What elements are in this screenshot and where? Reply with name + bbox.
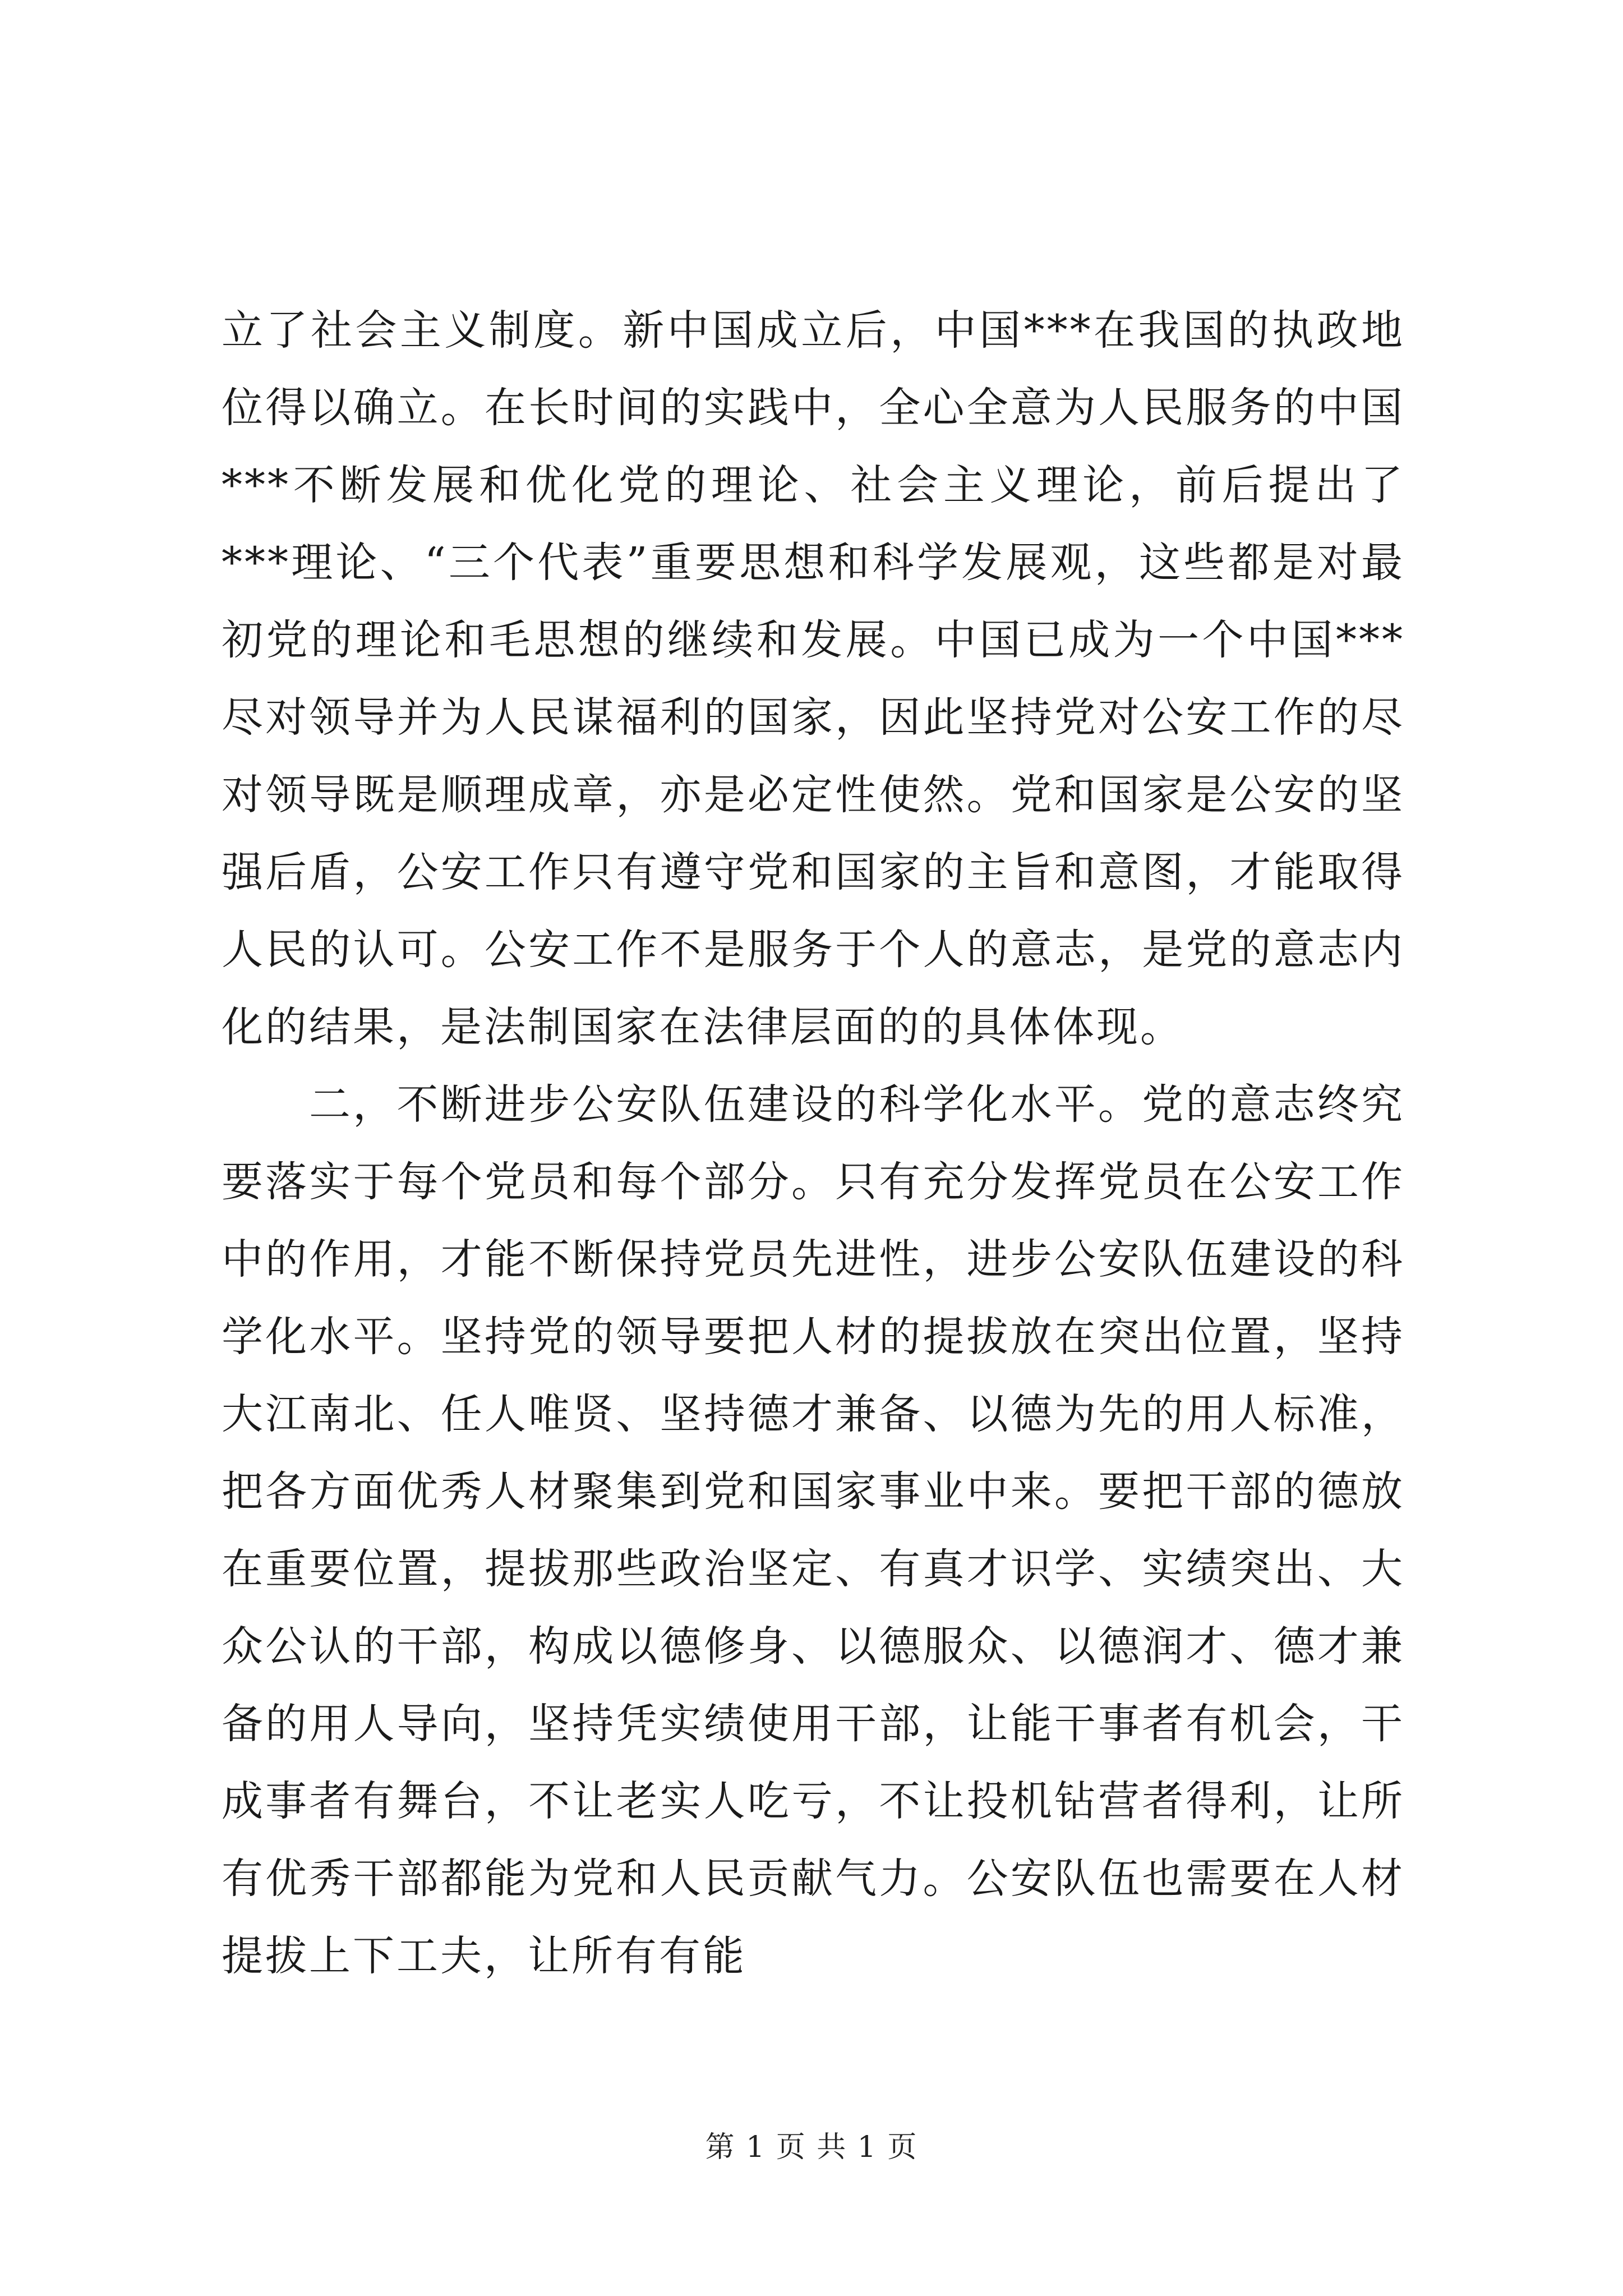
document-body	[222, 292, 1405, 1995]
page-footer: 第 1 页 共 1 页	[705, 2131, 918, 2164]
paragraph-2: 二，不断进步公安队伍建设的科学化水平。党的意志终究要落实于每个党员和每个部分。只有充分发挥党员在公安工作中的作用，才能不断保持党员先进性，进步公安队伍建设的科学化水平。坚持党的领导要把人材的提拔放在突出位置，坚持大江南北、任人唯贤、坚持德才兼备、以德为先的用人标准，把各方面优秀人材聚集到党和国家事业中来。要把干部的德放在重要位置，提拔那些政治坚定、有真才识学、实绩突出、大众公认的干部，构成以德修身、以德服众、以德润才、德才兼备的用人导向，坚持凭实绩使用干部，让能干事者有机会，干成事者有舞台，不让老实人吃亏，不让投机钻营者得利，让所有优秀干部都能为党和人民贡献气力。公安队伍也需要在人材提拔上下工夫，让所有有能	[222, 1080, 1405, 1980]
paragraph-1: 立了社会主义制度。新中国成立后，中国***在我国的执政地位得以确立。在长时间的实践中，全心全意为人民服务的中国***不断发展和优化党的理论、社会主义理论，前后提出了***理论、“三个代表”重要思想和科学发展观，这些都是对最初党的理论和毛思想的继续和发展。中国已成为一个中国***尽对领导并为人民谋福利的国家，因此坚持党对公安工作的尽对领导既是顺理成章，亦是必定性使然。党和国家是公安的坚强后盾，公安工作只有遵守党和国家的主旨和意图，才能取得人民的认可。公安工作不是服务于个人的意志，是党的意志内化的结果，是法制国家在法律层面的的具体体现。	[222, 306, 1405, 1051]
